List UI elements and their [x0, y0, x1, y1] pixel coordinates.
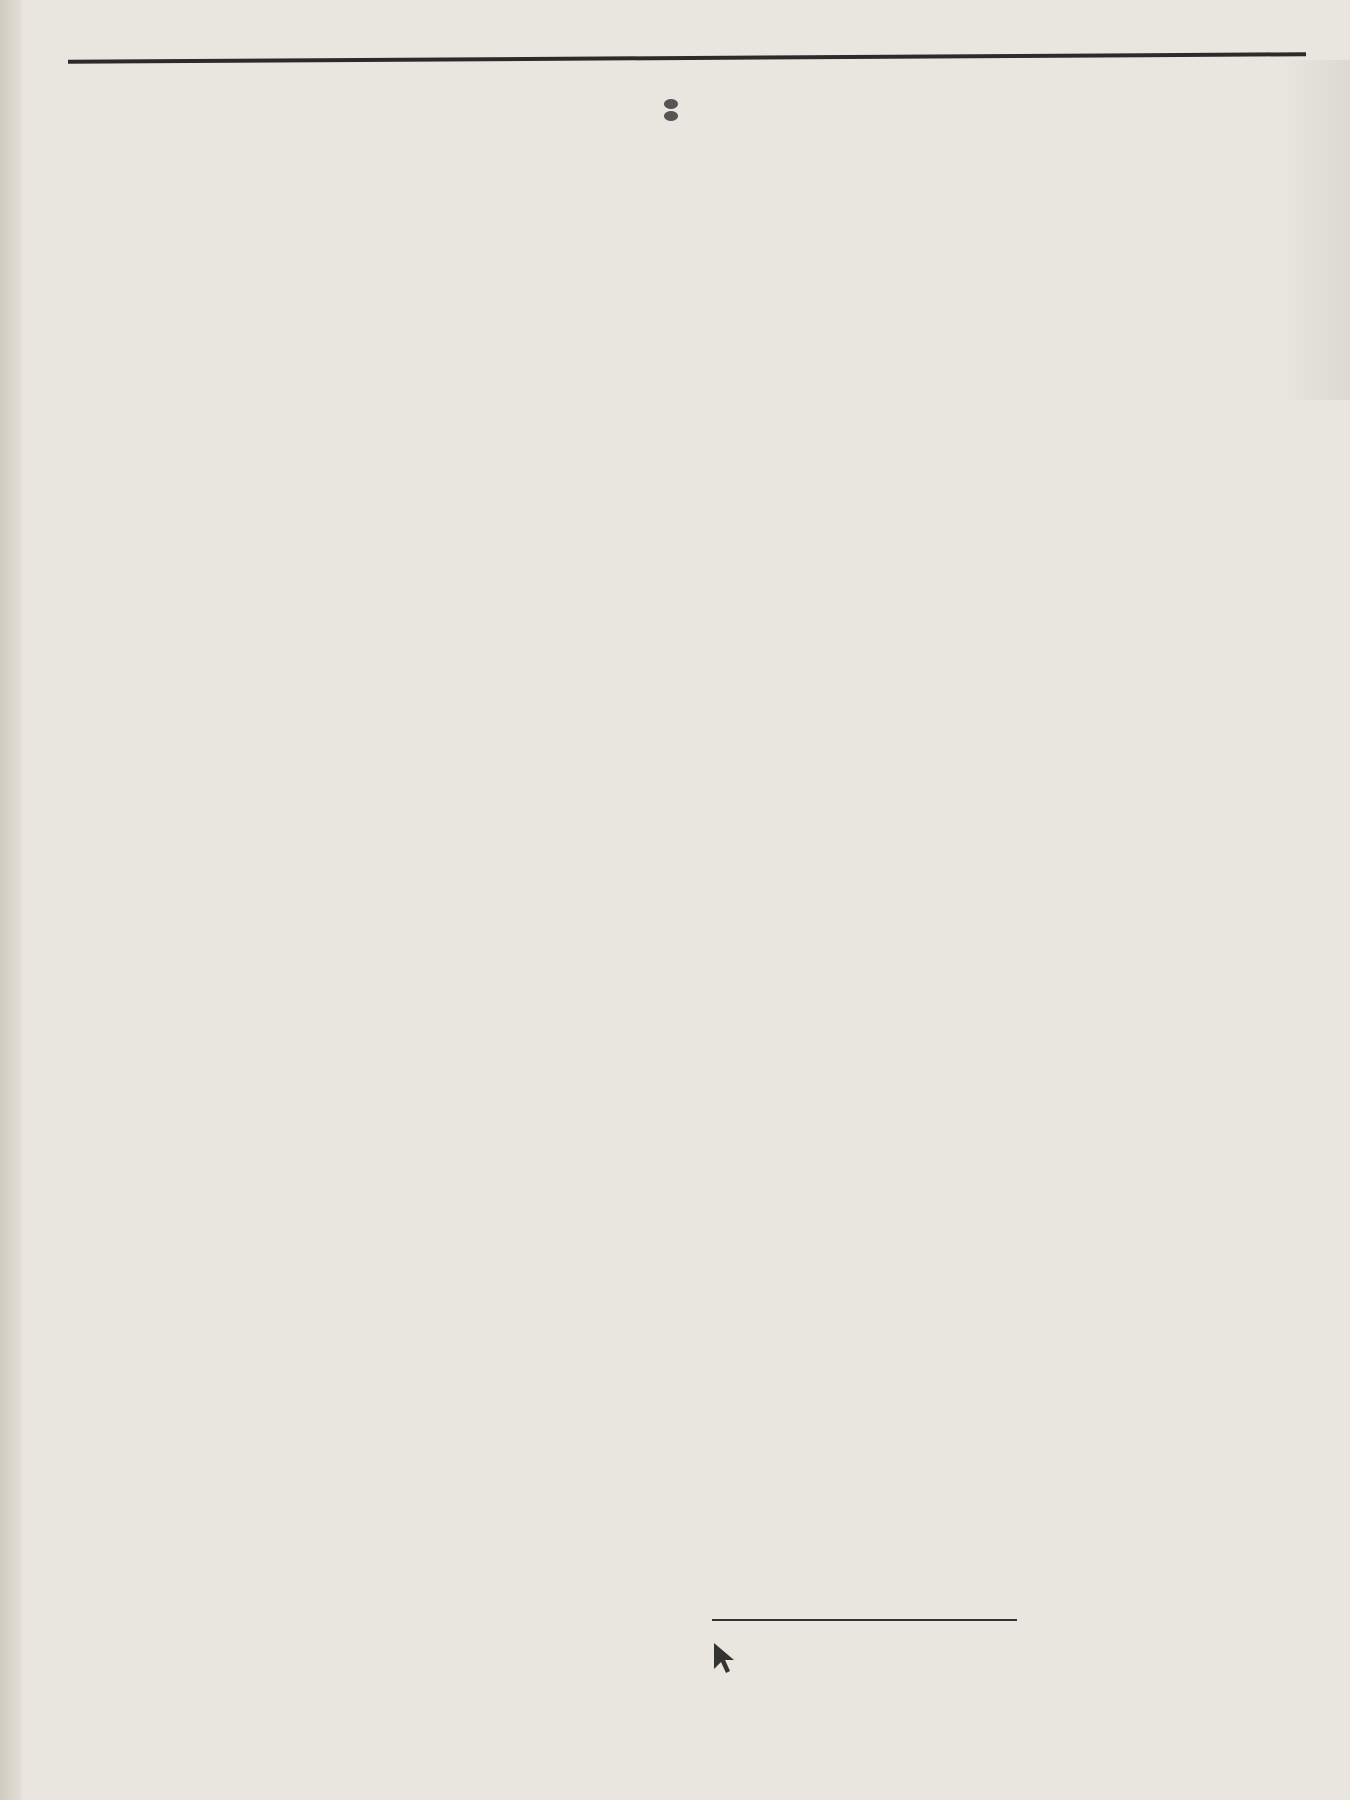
promo-rule: [712, 1619, 1017, 1621]
promo-box: [712, 1619, 1017, 1637]
page-fold-shadow: [0, 0, 22, 1800]
cursor-arrow-icon: [712, 1641, 736, 1675]
book-stack-illustration: [430, 425, 1300, 885]
upshot-logo-icon: [664, 97, 680, 123]
header-rule: [68, 52, 1306, 64]
section-header: [0, 86, 1350, 128]
